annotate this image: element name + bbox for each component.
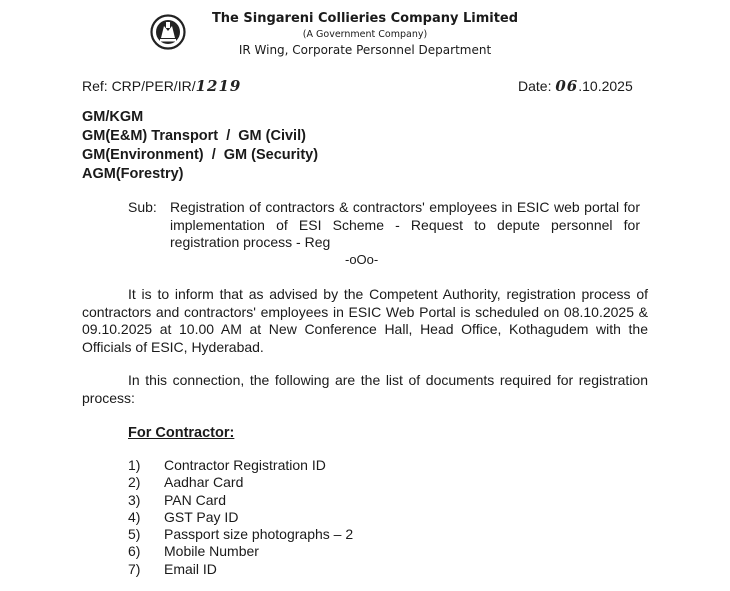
addressee-block <box>82 108 318 184</box>
date-day: 06 <box>555 77 579 95</box>
item-number: 5) <box>128 526 141 543</box>
date-rest: .10.2025 <box>578 78 633 94</box>
separator: -oOo- <box>345 252 379 267</box>
item-label: Passport size photographs – 2 <box>164 526 354 543</box>
item-number: 2) <box>128 474 141 491</box>
list-item <box>128 543 353 560</box>
paragraph-text: It is to inform that as advised by the Competent Authority, registration process of contractors and contractors' employees in ESIC Web Portal is scheduled on 08.10.2025 & 09.10.2025 at 10.00 AM at New Conference Hall, Head Office, Kothagudem with the Officials of ESIC, Hyderabad. <box>82 286 648 355</box>
ref-number: 1219 <box>195 77 242 95</box>
section-title: For Contractor: <box>128 425 235 441</box>
item-label: Aadhar Card <box>164 474 244 491</box>
ref-prefix: Ref: CRP/PER/IR/ <box>82 78 196 94</box>
subject-text: Registration of contractors & contractors' employees in ESIC web portal for implementation of ESI Scheme - Request to depute personnel for registration process - Reg <box>170 199 640 250</box>
documents-list <box>128 457 353 578</box>
list-item <box>128 509 353 526</box>
date-line <box>518 77 633 95</box>
addressee-line: GM(E&M) Transport / GM (Civil) <box>82 128 306 144</box>
item-number: 4) <box>128 508 141 525</box>
gov-note: (A Government Company) <box>302 29 428 40</box>
list-item <box>128 492 353 509</box>
list-item <box>128 474 353 491</box>
subject-label: Sub: <box>128 199 157 215</box>
company-seal-logo <box>150 14 186 50</box>
item-number: 3) <box>128 491 141 508</box>
paragraph-text: In this connection, the following are the list of documents required for registration process: <box>82 372 648 406</box>
body-paragraph <box>82 286 648 356</box>
addressee-line: GM(Environment) / GM (Security) <box>82 147 319 163</box>
org-name: The Singareni Collieries Company Limited <box>211 11 519 26</box>
list-item <box>128 526 353 543</box>
item-number: 7) <box>128 560 141 577</box>
body-paragraph <box>82 372 648 407</box>
department-name: IR Wing, Corporate Personnel Department <box>238 43 492 57</box>
date-label: Date: <box>518 78 552 94</box>
addressee-line: GM/KGM <box>82 109 144 125</box>
item-label: PAN Card <box>164 491 226 508</box>
item-label: Mobile Number <box>164 543 259 560</box>
list-item <box>128 457 353 474</box>
reference-line <box>82 77 241 95</box>
letterhead <box>200 10 530 59</box>
list-item <box>128 561 353 578</box>
item-label: GST Pay ID <box>164 508 239 525</box>
item-label: Contractor Registration ID <box>164 457 326 473</box>
item-number: 6) <box>128 543 141 560</box>
item-number: 1) <box>128 457 141 473</box>
addressee-line: AGM(Forestry) <box>82 166 184 182</box>
item-label: Email ID <box>164 560 217 577</box>
